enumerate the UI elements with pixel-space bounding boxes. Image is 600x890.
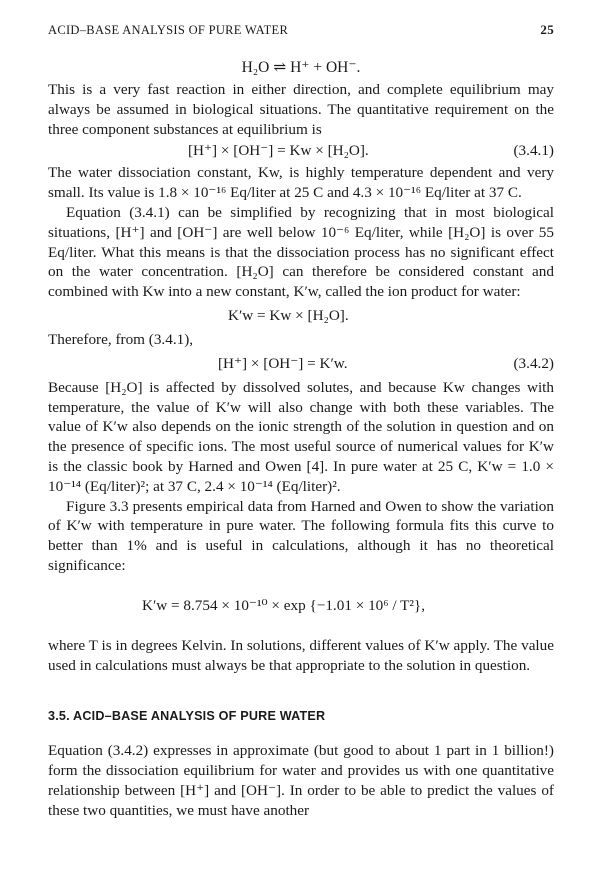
equation-3-4-1 bbox=[48, 139, 554, 163]
equation-3-4-2 bbox=[48, 350, 554, 378]
dissociation-reaction: H₂O ⇌ H⁺ + OH⁻. bbox=[241, 59, 361, 76]
equation-ion-product bbox=[48, 302, 554, 330]
paragraph-figure-3-3: Figure 3.3 presents empirical data from Harned and Owen to show the variation of K′w with temperature in pure water. The following formula fits this curve to better than 1% and is useful in calculations, although it has no theoretical significance: bbox=[48, 497, 554, 574]
paragraph-dissociation-constant: The water dissociation constant, Kw, is highly temperature dependent and very small. Its value is 1.8 × 10⁻¹⁶ Eq/liter at 25 C and 4.3 × 10⁻¹⁶ Eq/liter at 37 C. bbox=[48, 164, 554, 202]
equation-3-4-2-number: (3.4.2) bbox=[513, 354, 554, 372]
paragraph-equilibrium: This is a very fast reaction in either direction, and complete equilibrium may always be assumed in biological situations. The quantitative requirement on the three component substances at equilibrium is bbox=[48, 81, 554, 138]
paragraph-therefore: Therefore, from (3.4.1), bbox=[48, 330, 194, 348]
book-page bbox=[48, 22, 554, 821]
equation-3-4-1-body: [H⁺] × [OH⁻] = Kw × [H₂O]. bbox=[188, 142, 369, 160]
paragraph-simplification: Equation (3.4.1) can be simplified by recognizing that in most biological situations, [H⁺] and [OH⁻] are well below 10⁻⁶ Eq/liter, while [H₂O] is over 55 Eq/liter. What this means is that the dissociation process has no significant effect on the water concentration. [H₂O] can therefore be considered constant and combined with Kw into a new constant, K′w, called the ion product for water: bbox=[48, 203, 554, 301]
equation-kw-formula bbox=[48, 576, 554, 636]
equation-3-4-1-number: (3.4.1) bbox=[513, 142, 554, 160]
equation-3-4-2-body: [H⁺] × [OH⁻] = K′w. bbox=[218, 354, 348, 372]
paragraph-kw-variation: Because [H₂O] is affected by dissolved solutes, and because Kw changes with temperature, the value of K′w will also change with both these variables. The value of K′w also depends on the ionic strength of the solution in question and on the presence of specific ions. The most useful source of numerical values for K′w is the classic book by Harned and Owen [4]. In pure water at 25 C, K′w = 1.0 × 10⁻¹⁴ (Eq/liter)²; at 37 C, 2.4 × 10⁻¹⁴ (Eq/liter)². bbox=[48, 378, 554, 495]
running-title: ACID–BASE ANALYSIS OF PURE WATER bbox=[48, 23, 289, 37]
paragraph-degrees-kelvin: where T is in degrees Kelvin. In solutions, different values of K′w apply. The value used in calculations must always be that appropriate to the solution in question. bbox=[48, 636, 554, 674]
equation-kw-formula-body: K′w = 8.754 × 10⁻¹⁰ × exp {−1.01 × 10⁶ / T²}, bbox=[142, 596, 426, 614]
paragraph-section-intro: Equation (3.4.2) expresses in approximate (but good to about 1 part in 1 billion!) form the dissociation equilibrium for water and provides us with one quantitative relationship between [H⁺] and [OH⁻]. In order to be able to predict the values of these two quantities, we must have another bbox=[48, 742, 554, 819]
page-number: 25 bbox=[540, 22, 554, 37]
section-heading: 3.5. ACID–BASE ANALYSIS OF PURE WATER bbox=[48, 709, 326, 724]
equation-ion-product-body: K′w = Kw × [H₂O]. bbox=[228, 306, 349, 324]
running-header bbox=[48, 22, 554, 44]
